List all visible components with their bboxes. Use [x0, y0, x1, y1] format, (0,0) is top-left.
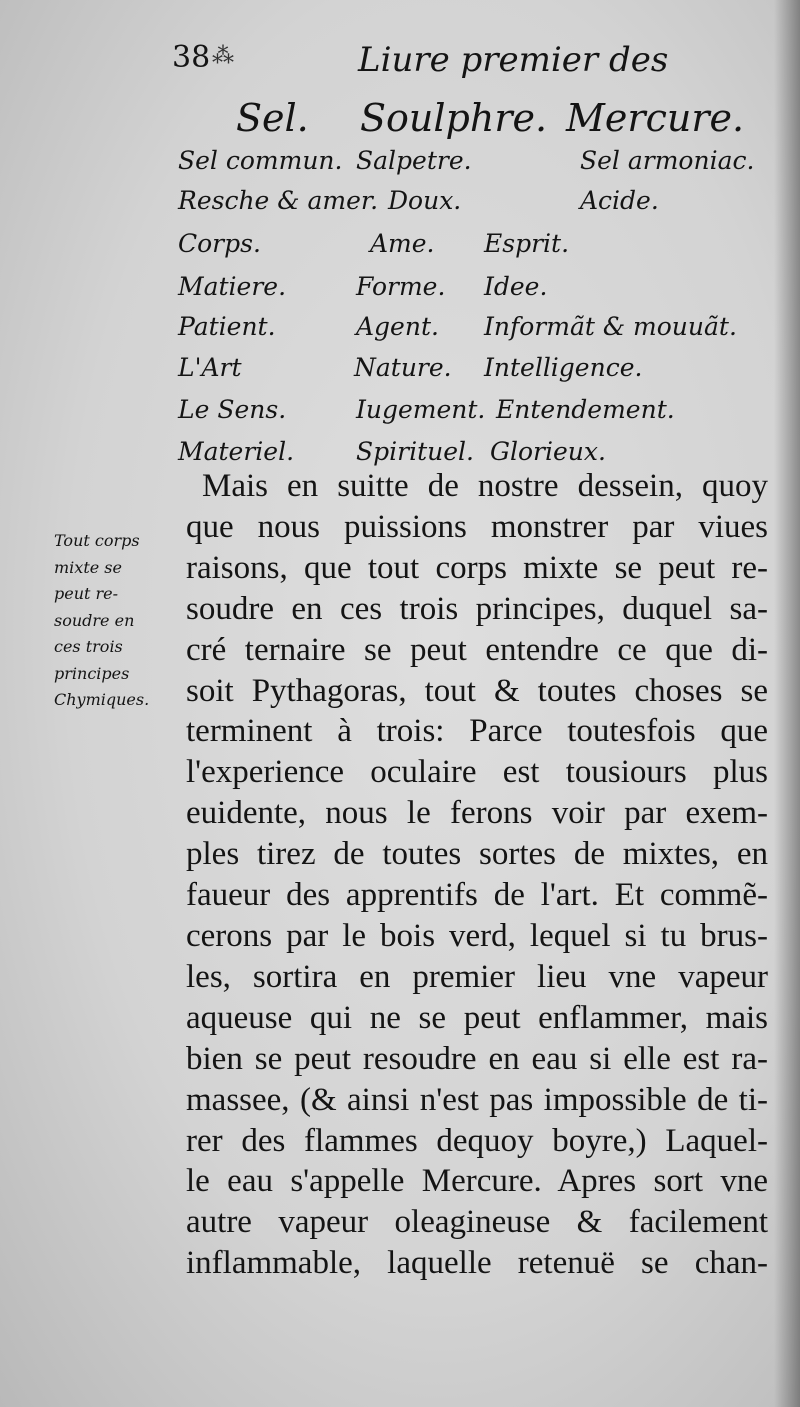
margin-note-line: soudre en [54, 610, 135, 630]
margin-note-line: Tout corps [54, 531, 140, 550]
margin-note-line: Chymiques. [54, 690, 150, 709]
margin-note-line: peut re- [54, 584, 119, 603]
table-cell: Nature. [354, 353, 452, 382]
margin-note-line: ces trois [54, 637, 123, 656]
text-line: autre vapeur oleagineuse & facilement [186, 1204, 768, 1241]
table-cell: Iugement. [356, 395, 486, 424]
text-line: cerons par le bois verd, lequel si tu brus- [186, 917, 768, 954]
text-line: soudre en ces trois principes, duquel sa- [186, 590, 768, 627]
table-cell: Matiere. [178, 272, 287, 301]
text-line: Mais en suitte de nostre dessein, quoy [202, 468, 768, 504]
table-cell: Esprit. [484, 229, 570, 258]
page-gutter-shadow [774, 0, 800, 1407]
text-line: les, sortira en premier lieu vne vapeur [186, 958, 768, 995]
table-cell: Acide. [580, 186, 659, 215]
text-line: cré ternaire se peut entendre ce que di- [186, 631, 768, 668]
table-cell: Patient. [178, 312, 276, 341]
ornament: ⁂ [212, 44, 234, 69]
text-line: que nous puissions monstrer par viues [186, 508, 768, 545]
text-line: massee, (& ainsi n'est pas impossible de ti- [186, 1081, 768, 1118]
table-cell: Salpetre. [356, 146, 472, 175]
text-line: raisons, que tout corps mixte se peut re- [186, 549, 768, 586]
table-cell: Forme. [356, 272, 446, 301]
table-cell: Doux. [388, 186, 462, 215]
running-title: Liure premier des [358, 40, 669, 80]
text-line: le eau s'appelle Mercure. Apres sort vne [186, 1163, 768, 1200]
text-line: inflammable, laquelle retenuë se chan- [186, 1245, 768, 1282]
page-number: 38 [172, 40, 211, 75]
table-cell: Corps. [178, 229, 261, 258]
table-cell: Intelligence. [484, 353, 643, 382]
text-line: terminent à trois: Parce toutesfois que [186, 713, 768, 750]
text-line: ples tirez de toutes sortes de mixtes, en [186, 836, 768, 873]
table-cell: Materiel. [178, 437, 295, 466]
text-line: soit Pythagoras, tout & toutes choses se [186, 672, 768, 709]
margin-note-line: principes [54, 663, 130, 683]
table-cell: Sel commun. [178, 146, 343, 175]
table-cell: Sel armoniac. [580, 146, 755, 175]
text-line: rer des flammes dequoy boyre,) Laquel- [186, 1122, 768, 1159]
table-cell: Spirituel. [356, 437, 474, 466]
table-cell: Agent. [356, 312, 439, 341]
text-line: l'experience oculaire est tousiours plus [186, 754, 768, 791]
table-cell: L'Art [178, 353, 242, 382]
margin-note [54, 528, 182, 714]
table-cell: Glorieux. [490, 437, 606, 466]
text-line: bien se peut resoudre en eau si elle est ra- [186, 1040, 768, 1077]
text-line: faueur des apprentifs de l'art. Et commẽ- [186, 877, 768, 914]
text-line: euidente, nous le ferons voir par exem- [186, 795, 768, 832]
margin-note-line: mixte se [54, 557, 122, 577]
table-cell: Idee. [484, 272, 548, 301]
table-cell: Le Sens. [178, 395, 287, 424]
body-paragraph [186, 466, 768, 1284]
column-header-soulphre: Soulphre. [360, 96, 548, 140]
table-cell: Entendement. [496, 395, 675, 424]
column-header-mercure: Mercure. [566, 96, 745, 140]
column-header-sel: Sel. [236, 96, 309, 140]
table-cell: Ame. [370, 229, 435, 258]
text-line: aqueuse qui ne se peut enflammer, mais [186, 999, 768, 1036]
table-cell: Informãt & mouuãt. [484, 312, 737, 341]
table-cell: Resche & amer. [178, 186, 379, 215]
